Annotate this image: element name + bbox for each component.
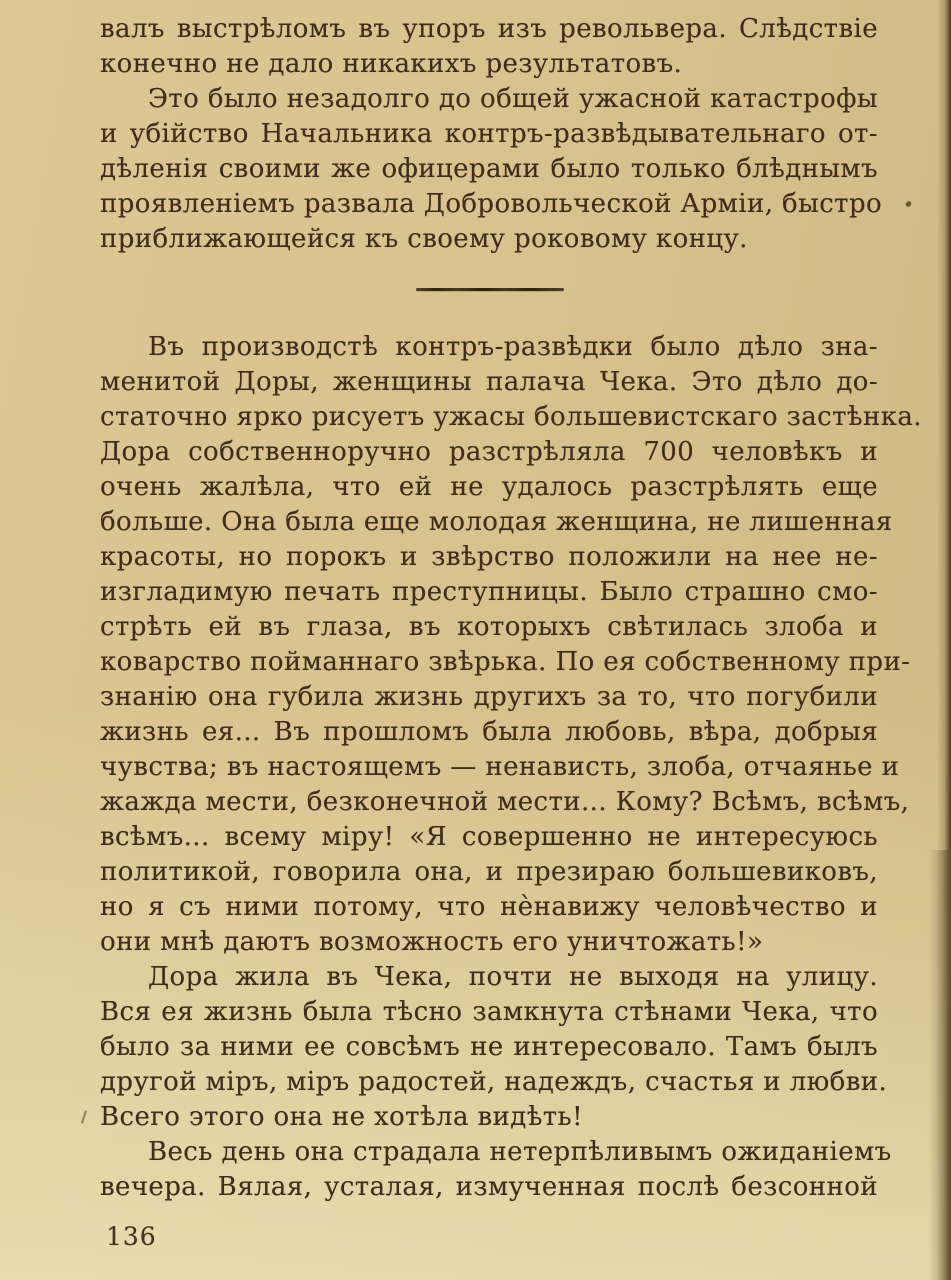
text-line: жизнь ея... Въ прошломъ была любовь, вѣра, добрыя bbox=[100, 717, 878, 747]
text-line: приближающейся къ своему роковому концу. bbox=[100, 224, 748, 254]
text-line: политикой, говорила она, и презираю большевиковъ, bbox=[100, 857, 878, 887]
text-line: и убійство Начальника контръ-развѣдывательнаго от- bbox=[100, 119, 878, 149]
text-line: знанію она губила жизнь другихъ за то, что погубили bbox=[100, 682, 878, 712]
text-line: они мнѣ даютъ возможность его уничтожать!» bbox=[100, 927, 764, 957]
text-line: менитой Доры, женщины палача Чека. Это дѣло до- bbox=[100, 367, 878, 397]
page-number: 136 bbox=[106, 1222, 157, 1251]
text-line: коварство пойманнаго звѣрька. По ея собственному при- bbox=[100, 647, 911, 677]
text-line: чувства; въ настоящемъ — ненависть, злоба, отчаянье и bbox=[100, 752, 900, 782]
text-line: другой міръ, міръ радостей, надеждъ, счастья и любви. bbox=[100, 1067, 888, 1097]
stray-pen-mark bbox=[81, 1110, 87, 1124]
text-line: очень жалѣла, что ей не удалось разстрѣлять еще bbox=[100, 472, 878, 502]
text-line: Дора жила въ Чека, почти не выходя на улицу. bbox=[148, 962, 878, 992]
text-line: статочно ярко рисуетъ ужасы большевистскаго застѣнка. bbox=[100, 402, 922, 432]
text-line: но я съ ними потому, что нѐнавижу человѣчество и bbox=[100, 892, 878, 922]
ink-speck bbox=[905, 200, 912, 208]
text-line: было за ними ее совсѣмъ не интересовало. Тамъ былъ bbox=[100, 1032, 878, 1062]
text-line: вечера. Вялая, усталая, измученная послѣ безсонной bbox=[100, 1172, 878, 1202]
text-line: Всего этого она не хотѣла видѣть! bbox=[100, 1102, 583, 1132]
text-line: валъ выстрѣломъ въ упоръ изъ револьвера. Слѣдствіе bbox=[100, 14, 878, 44]
text-line: конечно не дало никакихъ результатовъ. bbox=[100, 49, 683, 79]
page-edge-shadow-bottom bbox=[929, 850, 951, 1280]
text-line: жажда мести, безконечной мести... Кому? Всѣмъ, всѣмъ, bbox=[100, 787, 910, 817]
text-line: Въ производстѣ контръ-развѣдки было дѣло зна- bbox=[148, 332, 878, 362]
text-line: проявленіемъ развала Добровольческой Арміи, быстро bbox=[100, 189, 883, 219]
section-divider bbox=[416, 288, 564, 291]
text-line: красоты, но порокъ и звѣрство положили на нее не- bbox=[100, 542, 878, 572]
text-line: Дора собственноручно разстрѣляла 700 человѣкъ и bbox=[100, 437, 878, 467]
text-line: дѣленія своими же офицерами было только блѣднымъ bbox=[100, 154, 878, 184]
text-line: стрѣть ей въ глаза, въ которыхъ свѣтилась злоба и bbox=[100, 612, 878, 642]
text-line: Вся ея жизнь была тѣсно замкнута стѣнами Чека, что bbox=[100, 997, 878, 1027]
text-line: больше. Она была еще молодая женщина, не лишенная bbox=[100, 507, 893, 537]
text-line: Весь день она страдала нетерпѣливымъ ожиданіемъ bbox=[148, 1137, 892, 1167]
text-block-upper bbox=[100, 12, 883, 257]
text-block-lower bbox=[100, 330, 922, 1205]
text-line: Это было незадолго до общей ужасной катастрофы bbox=[148, 84, 878, 114]
text-line: изгладимую печать преступницы. Было страшно смо- bbox=[100, 577, 878, 607]
text-line: всѣмъ... всему міру! «Я совершенно не интересуюсь bbox=[100, 822, 878, 852]
